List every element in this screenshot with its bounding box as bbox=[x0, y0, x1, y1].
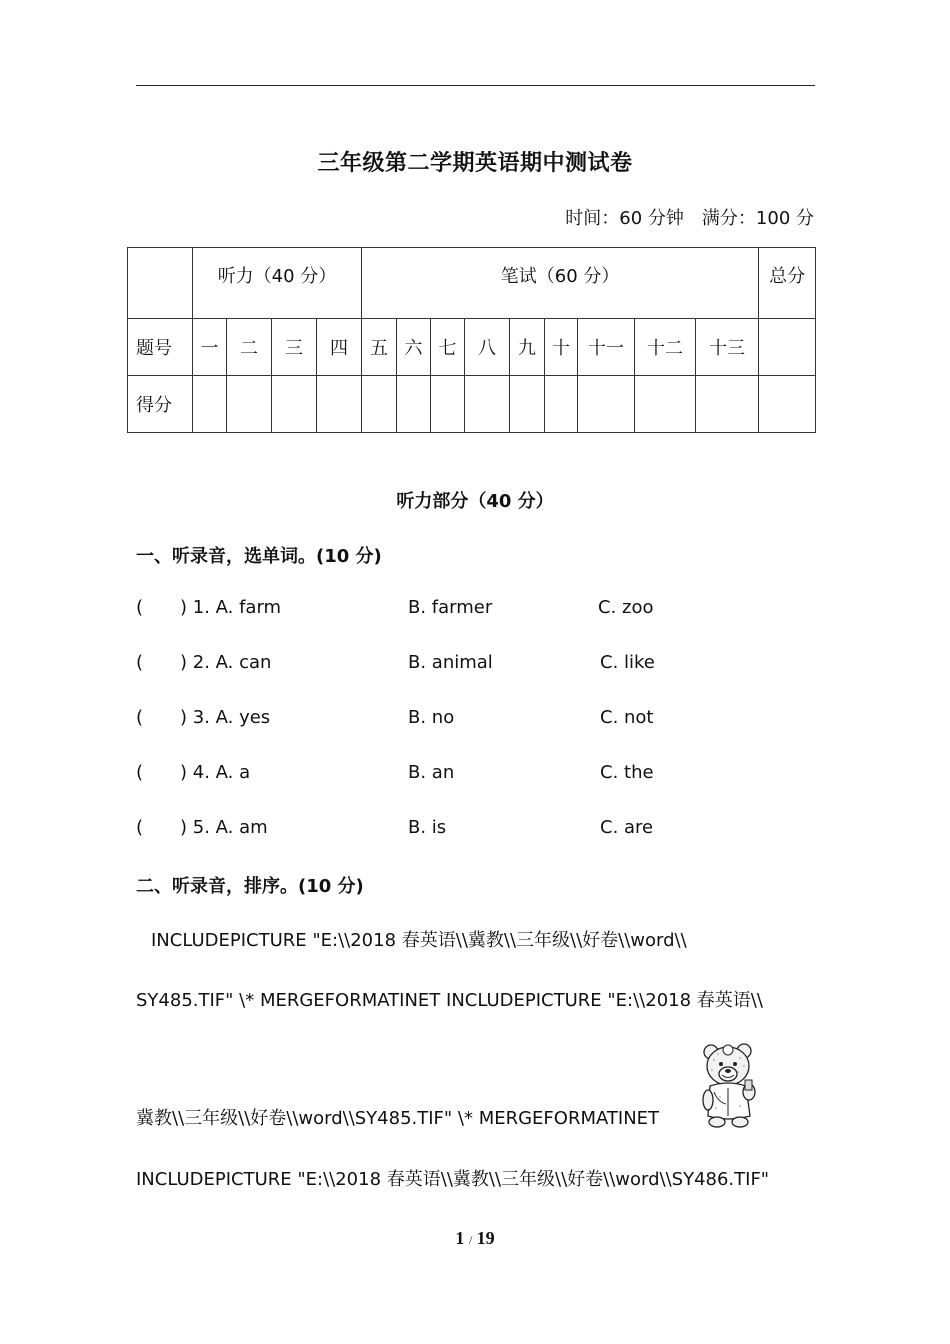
question-number-cell: 八 bbox=[465, 319, 510, 376]
score-cell bbox=[272, 376, 317, 433]
listening-section-title: 听力部分（40 分） bbox=[396, 491, 554, 512]
answer-paren: ( bbox=[136, 817, 144, 838]
listening-header: 听力（40 分） bbox=[193, 248, 362, 319]
score-cell bbox=[578, 376, 635, 433]
score-cell bbox=[465, 376, 510, 433]
option-c: C. the bbox=[600, 762, 654, 783]
question-number-cell: 三 bbox=[272, 319, 317, 376]
option-b: B. animal bbox=[408, 652, 493, 673]
teddy-bear-doctor-picture bbox=[700, 1042, 758, 1128]
question-number-cell: 十二 bbox=[635, 319, 696, 376]
part1-title: 一、听录音，选单词。(10 分) bbox=[136, 546, 382, 567]
score-cell bbox=[510, 376, 545, 433]
field-code-line: INCLUDEPICTURE "E:\\2018 春英语\\冀教\\三年级\\好卷\\word\\SY486.TIF" bbox=[136, 1169, 770, 1190]
full-score: 满分：100 分 bbox=[701, 208, 814, 229]
option-b: B. farmer bbox=[408, 597, 493, 618]
question-number-cell: 五 bbox=[362, 319, 397, 376]
page-number bbox=[0, 1228, 950, 1249]
option-a: ) 4. A. a bbox=[180, 762, 251, 783]
page-separator: / bbox=[468, 1233, 473, 1247]
option-a: ) 2. A. can bbox=[180, 652, 272, 673]
score-cell bbox=[227, 376, 272, 433]
field-code-line: SY485.TIF" \* MERGEFORMATINET INCLUDEPICTURE "E:\\2018 春英语\\ bbox=[136, 990, 763, 1011]
question-number-cell: 七 bbox=[431, 319, 465, 376]
field-code-line: INCLUDEPICTURE "E:\\2018 春英语\\冀教\\三年级\\好卷\\word\\ bbox=[151, 930, 687, 951]
option-c: C. are bbox=[600, 817, 654, 838]
score-cell bbox=[431, 376, 465, 433]
score-cell bbox=[362, 376, 397, 433]
score-cell bbox=[696, 376, 759, 433]
score-cell bbox=[317, 376, 362, 433]
total-header: 总分 bbox=[759, 248, 816, 319]
option-a: ) 3. A. yes bbox=[180, 707, 271, 728]
question-number-cell: 十 bbox=[545, 319, 578, 376]
score-cell bbox=[193, 376, 227, 433]
option-b: B. an bbox=[408, 762, 455, 783]
total-number-cell bbox=[759, 319, 816, 376]
score-label: 得分 bbox=[128, 376, 193, 433]
total-score-cell bbox=[759, 376, 816, 433]
score-cell bbox=[397, 376, 431, 433]
writing-header: 笔试（60 分） bbox=[362, 248, 759, 319]
total-pages: 19 bbox=[476, 1228, 495, 1248]
field-code-line: 冀教\\三年级\\好卷\\word\\SY485.TIF" \* MERGEFORMATINET bbox=[136, 1108, 660, 1129]
answer-paren: ( bbox=[136, 762, 144, 783]
exam-meta bbox=[565, 204, 814, 230]
current-page: 1 bbox=[455, 1228, 465, 1248]
option-b: B. no bbox=[408, 707, 455, 728]
exam-title: 三年级第二学期英语期中测试卷 bbox=[317, 151, 633, 176]
option-a: ) 1. A. farm bbox=[180, 597, 282, 618]
answer-paren: ( bbox=[136, 652, 144, 673]
option-c: C. like bbox=[600, 652, 655, 673]
question-number-cell: 十一 bbox=[578, 319, 635, 376]
part2-title: 二、听录音，排序。(10 分) bbox=[136, 876, 364, 897]
option-c: C. not bbox=[600, 707, 654, 728]
score-table bbox=[127, 247, 816, 433]
question-number-cell: 六 bbox=[397, 319, 431, 376]
answer-paren: ( bbox=[136, 707, 144, 728]
answer-paren: ( bbox=[136, 597, 144, 618]
score-cell bbox=[635, 376, 696, 433]
score-cell bbox=[545, 376, 578, 433]
option-b: B. is bbox=[408, 817, 447, 838]
question-number-cell: 二 bbox=[227, 319, 272, 376]
question-number-cell: 十三 bbox=[696, 319, 759, 376]
question-number-cell: 一 bbox=[193, 319, 227, 376]
question-number-label: 题号 bbox=[128, 319, 193, 376]
score-table-corner bbox=[128, 248, 193, 319]
header-rule bbox=[136, 85, 815, 86]
question-number-cell: 四 bbox=[317, 319, 362, 376]
option-a: ) 5. A. am bbox=[180, 817, 268, 838]
question-number-cell: 九 bbox=[510, 319, 545, 376]
time-limit: 时间：60 分钟 bbox=[565, 208, 684, 229]
option-c: C. zoo bbox=[598, 597, 654, 618]
